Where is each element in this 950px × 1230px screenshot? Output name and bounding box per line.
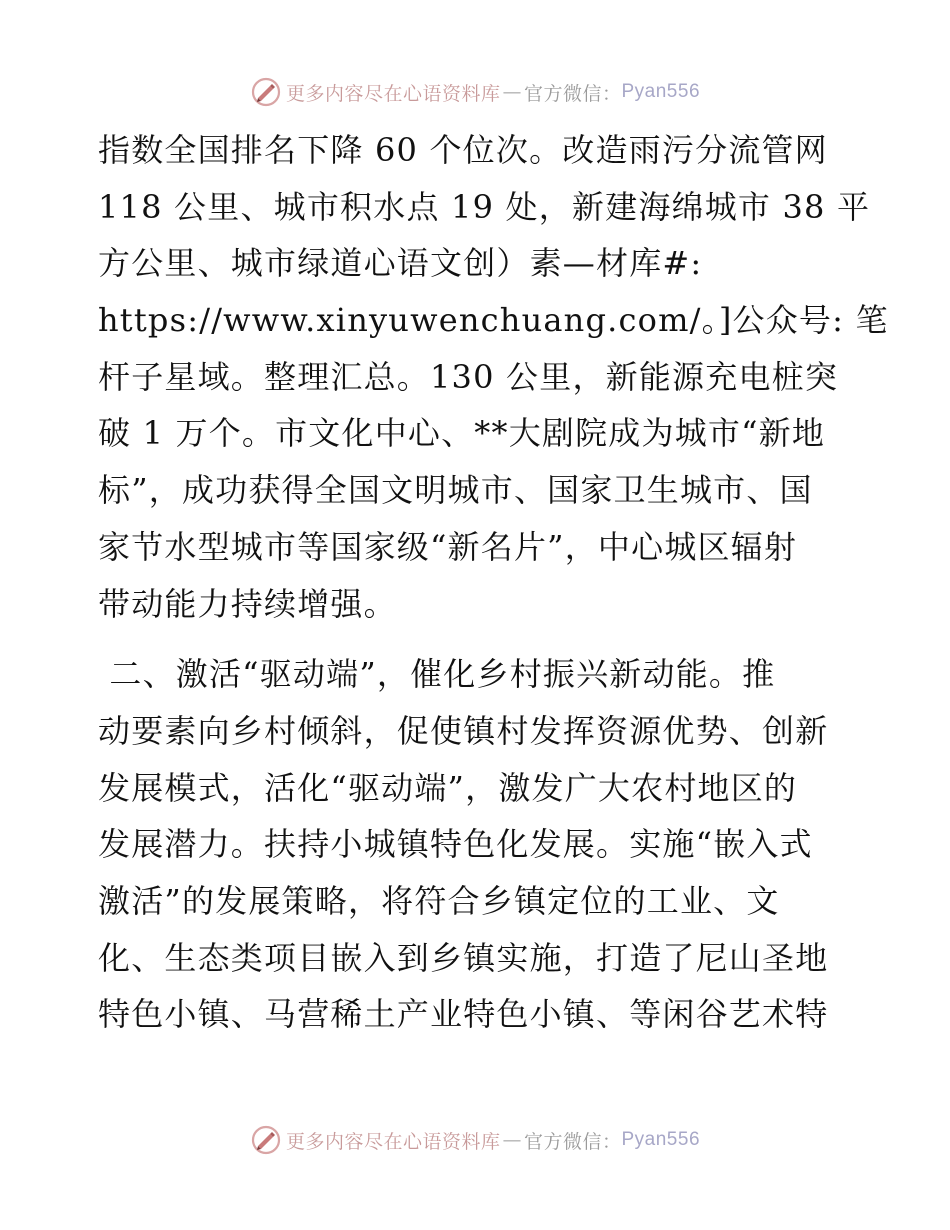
- text-line: 家节水型城市等国家级“新名片”，中心城区辐射: [98, 527, 798, 566]
- text-line: 杆子星域。整理汇总。130 公里，新能源充电桩突: [98, 357, 839, 396]
- document-body: [98, 122, 889, 1043]
- text-line: 带动能力持续增强。: [98, 584, 397, 623]
- text-line: 118 公里、城市积水点 19 处，新建海绵城市 38 平: [98, 187, 871, 226]
- pen-logo-icon: [250, 76, 282, 108]
- watermark-wechat-id: Pyan556: [621, 81, 701, 102]
- text-line: 破 1 万个。市文化中心、**大剧院成为城市“新地: [98, 414, 826, 453]
- text-line: 激活”的发展策略，将符合乡镇定位的工业、文: [98, 881, 780, 920]
- header-watermark: [0, 72, 950, 112]
- text-line: 化、生态类项目嵌入到乡镇实施，打造了尼山圣地: [98, 938, 829, 977]
- pen-logo-icon: [250, 1124, 282, 1156]
- watermark-dash: —: [502, 1129, 522, 1151]
- watermark-wechat-label: 官方微信：: [523, 1130, 622, 1153]
- text-line: 二、激活“驱动端”，催化乡村振兴新动能。推: [98, 655, 776, 694]
- watermark-wechat-id: Pyan556: [621, 1129, 701, 1150]
- paragraph-1: [98, 122, 889, 632]
- paragraph-2: [98, 646, 858, 1043]
- text-line: 方公里、城市绿道心语文创）素—材库#:: [98, 244, 703, 283]
- watermark-main-text: 更多内容尽在心语资料库: [285, 1130, 501, 1153]
- text-line: 发展潜力。扶持小城镇特色化发展。实施“嵌入式: [98, 825, 813, 864]
- footer-watermark: [0, 1120, 950, 1160]
- watermark-dash: —: [502, 81, 522, 103]
- watermark-main-text: 更多内容尽在心语资料库: [285, 82, 501, 105]
- text-line: 指数全国排名下降 60 个位次。改造雨污分流管网: [98, 131, 828, 169]
- text-line: 动要素向乡村倾斜，促使镇村发挥资源优势、创新: [98, 711, 829, 750]
- text-line: 发展模式，活化“驱动端”，激发广大农村地区的: [98, 768, 798, 807]
- text-line: https://www.xinyuwenchuang.com/。]公众号: 笔: [98, 301, 889, 340]
- paragraph-gap: [98, 632, 858, 646]
- text-line: 标”，成功获得全国文明城市、国家卫生城市、国: [98, 471, 813, 510]
- text-line: 特色小镇、马营稀土产业特色小镇、等闲谷艺术特: [98, 995, 829, 1034]
- watermark-wechat-label: 官方微信：: [523, 82, 622, 105]
